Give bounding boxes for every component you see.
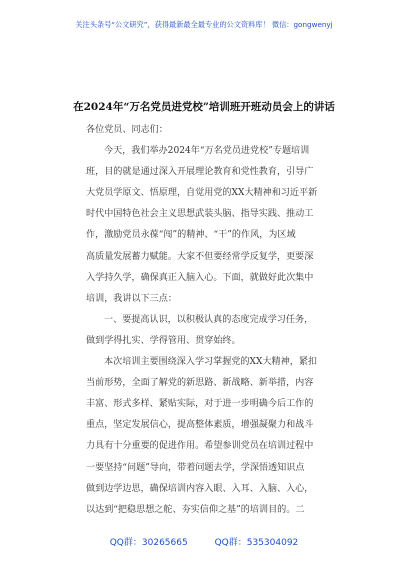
body-line: 今天，我们举办2024年“万名党员进党校”专题培训 (104, 146, 310, 157)
body-line: 高质量发展蓄力赋能。大家不但要经常学反复学，更要深 (86, 251, 314, 262)
body-line: 一要坚持“问题”导向，带着问题去学，学深悟透知识点 (86, 462, 305, 473)
body-line: 以达到“把稳思想之舵、夯实信仰之基”的培训目的。二 (86, 504, 305, 515)
document-title: 在2024年“万名党员进党校”培训班开班动员会上的讲话 (73, 101, 335, 113)
header-banner: 关注头条号“公文研究”，获得最新最全最专业的公文资料库！ 微信：gongwenyj (75, 20, 333, 29)
body-line: 本次培训主要围绕深入学习掌握党的XX大精神，紧扣 (104, 357, 318, 368)
body-line: 重点，坚定发展信心，提高整体素质，增强凝聚力和战斗 (86, 420, 314, 431)
body-line: 作，激励党员永葆“闯”的精神、“干”的作风，为区域 (86, 230, 296, 241)
document-body (86, 120, 346, 521)
body-line: 入学持久学，确保真正入脑入心。下面，就做好此次集中 (86, 272, 314, 283)
body-line: 丰富、形式多样、紧贴实际，对于进一步明确今后工作的 (86, 399, 314, 410)
body-line: 当前形势，全面了解党的新思路、新战略、新举措，内容 (86, 378, 314, 389)
body-line: 力具有十分重要的促进作用。希望参训党员在培训过程中 (86, 441, 314, 452)
footer-contacts (0, 535, 408, 548)
body-line: 班，目的就是通过深入开展理论教育和党性教育，引导广 (86, 167, 314, 178)
qq-group-2: QQ群：535304092 (214, 538, 299, 548)
body-line: 培训，我讲以下三点： (86, 293, 177, 304)
body-line: 大党员学原文、悟原理，自觉用党的XX大精神和习近平新 (86, 188, 318, 199)
section-heading-line: 做到学得扎实、学得管用、贯穿始终。 (86, 335, 241, 346)
body-line: 做到边学边思，确保培训内容入眼、入耳、入脑、入心， (86, 483, 314, 494)
section-heading-line: 一、要提高认识，以积极认真的态度完成学习任务， (104, 314, 314, 325)
salutation-line: 各位党员、同志们： (86, 125, 168, 135)
body-line: 时代中国特色社会主义思想武装头脑、指导实践、推动工 (86, 209, 314, 220)
qq-group-1: QQ群：30265665 (109, 538, 188, 548)
